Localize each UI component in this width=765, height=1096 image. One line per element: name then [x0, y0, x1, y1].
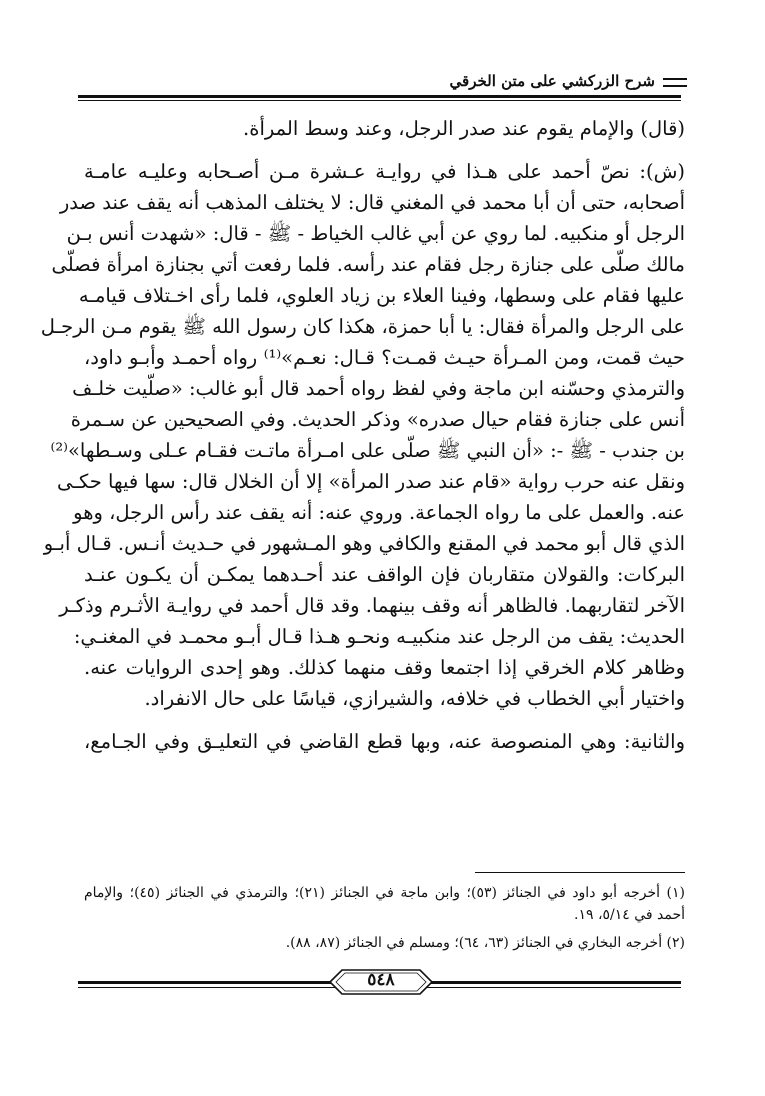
body-line: أنس على جنازة فقام حيال صدره» وذكر الحديث. وفي الصحيحين عن سـمرة: [70, 408, 685, 431]
body-line: واختيار أبي الخطاب في خلافه، والشيرازي، قياسًا على حال الانفراد.: [144, 687, 685, 710]
body-line: الرجل أو منكبيه. لما روي عن أبي غالب الخياط - ﷺ - قال: «شهدت أنس بـن: [66, 222, 685, 245]
header-rule-thin: [78, 100, 681, 101]
page-number: ٥٤٨: [367, 970, 395, 990]
page-number-frame: [318, 967, 444, 997]
body-line: حيث قمت، ومن المـرأة حيـث قمـت؟ قـال: نعـم»⁽¹⁾ رواه أحمـد وأبـو داود،: [84, 346, 685, 369]
footnote-line: (٢) أخرجه البخاري في الجنائز (٦٣، ٦٤)؛ ومسلم في الجنائز (٨٧، ٨٨).: [285, 935, 685, 951]
body-line: الآخر لتقاربهما. فالظاهر أنه وقف بينهما. وقد قال أحمد في روايـة الأثـرم وذكـر: [59, 594, 685, 617]
body-line: والترمذي وحسّنه ابن ماجة وفي لفظ رواه أحمد قال أبو غالب: «صلّيت خلـف: [72, 377, 685, 400]
body-line: ونقل عنه حرب رواية «قام عند صدر المرأة» إلا أن الخلال قال: سها فيها حكـى: [57, 470, 685, 493]
header-rule-thick: [78, 95, 681, 98]
body-line: والثانية: وهي المنصوصة عنه، وبها قطع القاضي في التعليـق وفي الجـامع،: [84, 730, 685, 753]
body-line: (قال) والإمام يقوم عند صدر الرجل، وعند وسط المرأة.: [243, 117, 685, 140]
header-ornament: [663, 78, 687, 87]
body-line: البركات: والقولان متقاربان فإن الواقف عند أحـدهما يمكـن أن يكـون عنـد: [84, 563, 685, 586]
body-line: مالك صلّى على جنازة رجل فقام عند رأسه. فلما رفعت أتي بجنازة امرأة فصلّى: [51, 253, 685, 276]
body-line: الذي قال أبو محمد في المقنع والكافي وهو المـشهور في حـديث أنـس. قـال أبـو: [43, 532, 685, 555]
body-line: أصحابه، حتى أن أبا محمد في المغني قال: لا يختلف المذهب أنه يقف عند صدر: [59, 191, 685, 214]
body-line: عنه. والعمل على ما رواه الجماعة. وروي عنه: أنه يقف عند رأس الرجل، وهو: [73, 501, 685, 524]
footnote-line: أحمد في ٥/١٤، ١٩.: [574, 907, 685, 923]
body-line: الحديث: يقف من الرجل عند منكبيـه ونحـو هـذا قـال أبـو محمـد في المغنـي:: [73, 625, 685, 648]
body-line: على الرجل والمرأة فقال: يا أبا حمزة، هكذا كان رسول الله ﷺ يقوم مـن الرجـل: [40, 315, 685, 338]
body-line: وظاهر كلام الخرقي إذا اجتمعا وقف منهما كذلك. وهو إحدى الروايات عنه.: [84, 656, 685, 679]
body-line: (ش): نصّ أحمد على هـذا في روايـة عـشرة مـن أصـحابه وعليـه عامـة: [84, 160, 685, 183]
body-line: بن جندب - ﷺ -: «أن النبي ﷺ صلّى على امـرأة ماتـت فقـام عـلى وسـطها»⁽²⁾: [50, 439, 685, 462]
body-line: عليها فقام على وسطها، وفينا العلاء بن زياد العلوي، فلما رأى اخـتلاف قيامـه: [78, 284, 685, 307]
footnote-line: (١) أخرجه أبو داود في الجنائز (٥٣)؛ وابن ماجة في الجنائز (٢١)؛ والترمذي في الجنائز (٤٥)؛ والإمام: [84, 885, 685, 901]
footnote-separator: [475, 872, 685, 873]
running-header: شرح الزركشي على متن الخرقي: [449, 72, 655, 90]
